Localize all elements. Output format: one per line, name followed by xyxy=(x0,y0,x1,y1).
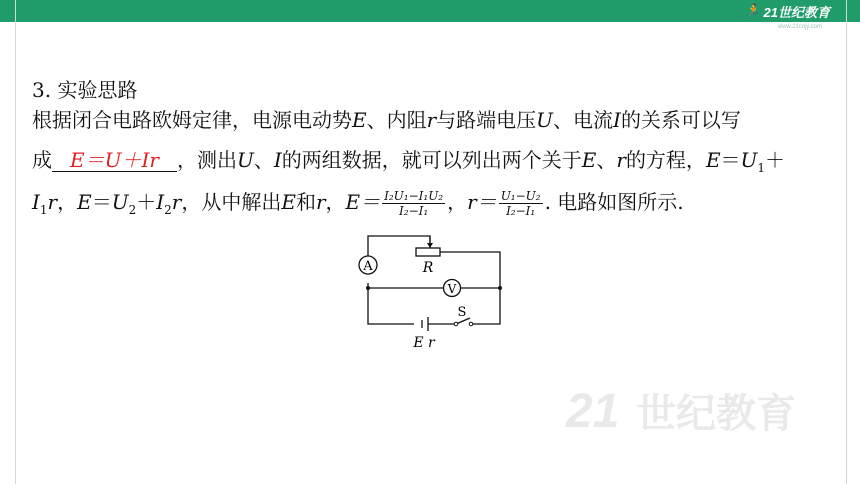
section-heading: 3. 实验思路 xyxy=(32,78,138,102)
svg-text:世纪教育: 世纪教育 xyxy=(636,392,796,436)
text-line-1: 根据闭合电路欧姆定律，电源电动势E、内阻r与路端电压U、电流I的关系可以写 xyxy=(32,108,741,132)
ammeter-label: A xyxy=(363,259,373,274)
brand-logo xyxy=(744,1,830,21)
left-margin-line xyxy=(15,0,16,484)
svg-text:21: 21 xyxy=(566,385,620,438)
circuit-diagram xyxy=(350,230,510,350)
logo-text: 21世纪教育 xyxy=(763,4,830,20)
header-bar xyxy=(0,0,860,22)
emf-fraction: $\frac{\text{I₂U₁−I₁U₂}}{\text{I₂−I₁}}$ xyxy=(384,189,444,218)
right-margin-line xyxy=(846,0,847,484)
resistance-fraction: $\frac{\text{U₁−U₂}}{\text{I₂−I₁}}$ xyxy=(500,189,541,218)
text-line-3: $I_1r$，$E=U_2+I_2r$，从中解出E和r，E＝ $\frac{\text{I₂U₁−I₁U₂}}{\text{I₂−I₁}}$ ，r＝ $\frac{\text{U₁−U₂}}{\text{I₂−I₁}}$ . 电路如图所示. xyxy=(32,189,684,218)
voltmeter-label: V xyxy=(447,282,457,296)
watermark-logo xyxy=(556,372,836,452)
resistor-label: R xyxy=(422,260,434,276)
runner-icon: 🏃 xyxy=(744,3,761,18)
source-label: E r xyxy=(413,335,435,350)
switch-label: S xyxy=(457,305,467,320)
logo-url: www.21cnjy.com xyxy=(777,24,822,30)
answer-blank: E＝U＋Ir xyxy=(52,149,177,172)
text-line-2: 成 E＝U＋Ir ，测出U、I的两组数据，就可以列出两个关于E、r的方程，$E=U_1+$ xyxy=(32,148,786,175)
